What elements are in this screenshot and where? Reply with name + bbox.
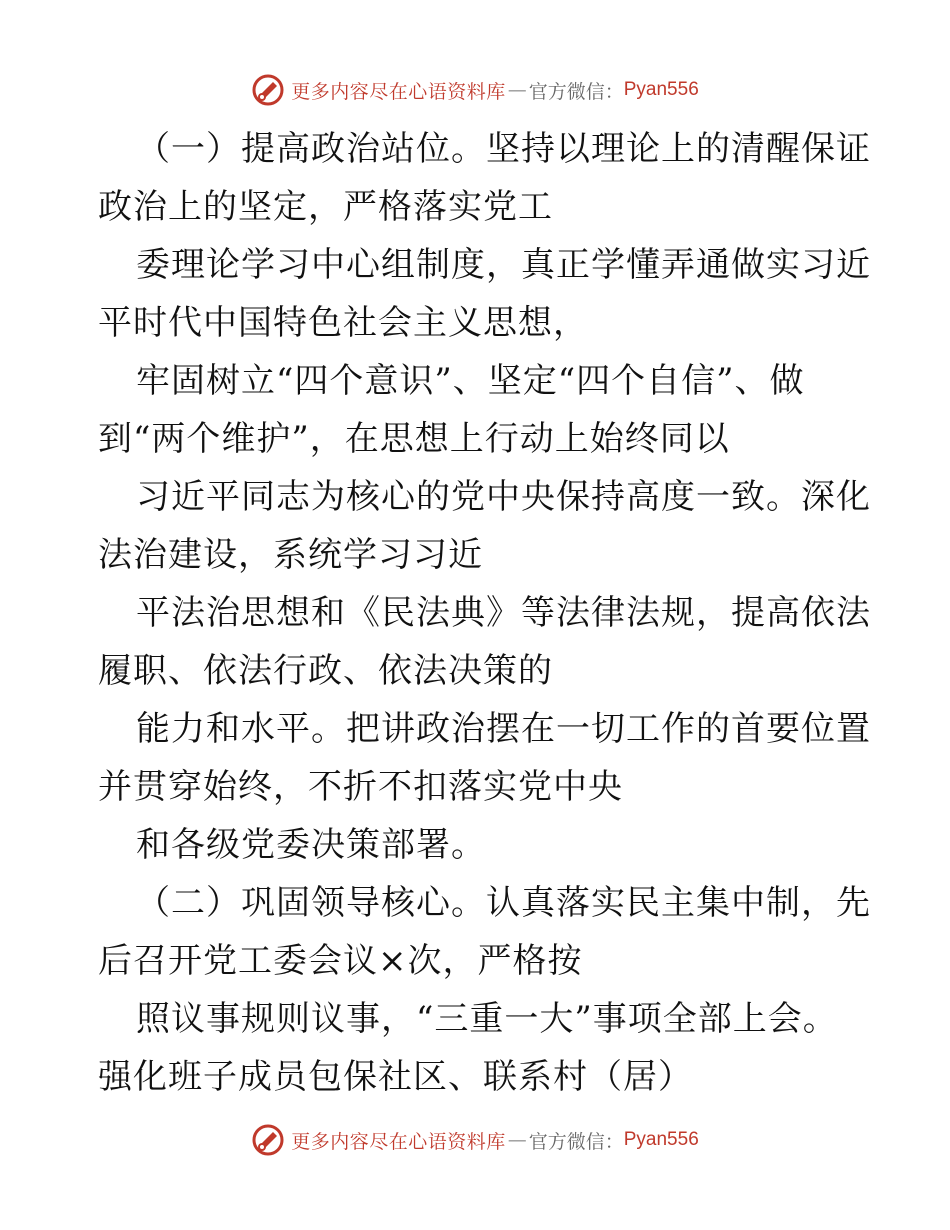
watermark-wechat-id: Pyan556 <box>623 79 699 100</box>
text-line: 法治建设，系统学习习近 <box>98 535 483 575</box>
watermark-wechat-label: 官方微信： <box>528 80 624 103</box>
watermark-logo-icon <box>251 73 285 107</box>
text-line: 照议事规则议事，“三重一大”事项全部上会。 <box>136 999 838 1039</box>
text-line: 能力和水平。把讲政治摆在一切工作的首要位置 <box>136 709 871 749</box>
watermark-wechat-label: 官方微信： <box>528 1130 624 1153</box>
footer-watermark <box>0 1120 950 1160</box>
text-line: （一）提高政治站位。坚持以理论上的清醒保证 <box>136 129 871 169</box>
text-line: 履职、依法行政、依法决策的 <box>98 651 553 691</box>
text-line: 和各级党委决策部署。 <box>136 825 486 865</box>
watermark-logo-icon <box>251 1123 285 1157</box>
text-line: 习近平同志为核心的党中央保持高度一致。深化 <box>136 477 871 517</box>
text-line: 平时代中国特色社会主义思想， <box>98 303 588 343</box>
text-line: 到“两个维护”，在思想上行动上始终同以 <box>98 419 730 459</box>
watermark-wechat-id: Pyan556 <box>623 1129 699 1150</box>
watermark-main-text: 更多内容尽在心语资料库 <box>291 80 506 103</box>
text-line: 牢固树立“四个意识”、坚定“四个自信”、做 <box>136 361 805 401</box>
text-line: 政治上的坚定，严格落实党工 <box>98 187 553 227</box>
text-line: 并贯穿始终，不折不扣落实党中央 <box>98 767 623 807</box>
text-line: 后召开党工委会议×次，严格按 <box>98 941 583 981</box>
text-line: 委理论学习中心组制度，真正学懂弄通做实习近 <box>136 245 871 285</box>
text-line: 平法治思想和《民法典》等法律法规，提高依法 <box>136 593 871 633</box>
header-watermark <box>0 70 950 110</box>
text-line: 强化班子成员包保社区、联系村（居） <box>98 1057 693 1097</box>
text-line: （二）巩固领导核心。认真落实民主集中制，先 <box>136 883 871 923</box>
watermark-dash: — <box>507 79 527 101</box>
document-body <box>98 120 871 1106</box>
watermark-main-text: 更多内容尽在心语资料库 <box>291 1130 506 1153</box>
watermark-dash: — <box>507 1129 527 1151</box>
